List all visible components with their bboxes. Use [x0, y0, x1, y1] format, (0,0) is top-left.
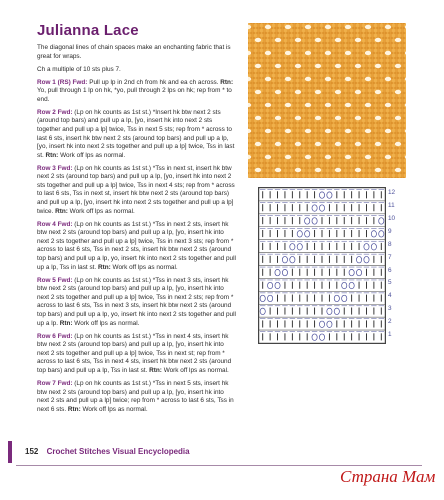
- row-forward-text: (Lp on hk counts as 1st st.) *Tss in next st, insert hk btw next 2 sts (around top bars) and pull up a lp, [yo, insert hk into next 2 sts together and pull up a lp] twice, Tss in next 4 sts; rep from * across to last 6 sts, Tss in next st, insert hk btw next 2 sts (around top bars) and pull up a lp, [yo, insert hk into next 2 sts together and pull up a lp] twice.: [37, 164, 235, 215]
- row-instruction: [37, 277, 237, 329]
- row-instruction: [37, 333, 237, 376]
- chart-row-number: 1: [388, 331, 392, 339]
- row-instruction: [37, 165, 237, 217]
- row-return-text: Work off lps as normal.: [67, 207, 135, 215]
- footer-accent-bar: [8, 441, 12, 463]
- row-label: Row 6 Fwd:: [37, 332, 73, 340]
- row-return-text: Work off lps as normal.: [80, 405, 148, 413]
- row-instructions: [37, 79, 237, 415]
- row-instruction: [37, 79, 237, 105]
- page-number: 152: [25, 447, 39, 456]
- row-forward-text: (Lp on hk counts as 1st st.) *Tss in next 4 sts, insert hk btw next 2 sts (around top bars) and pull up a lp, [yo, insert hk into next 2 sts together and pull up a lp] twice, Tss in next st; rep from * across to last 6 sts, Tss in next 4 sts, insert hk btw next 2 sts (around top bars) and pull up a lp, Tss in last st.: [37, 332, 232, 374]
- row-return-text: Work off lps as normal.: [72, 319, 140, 327]
- row-return-label: Rtn:: [59, 319, 73, 327]
- row-instruction: [37, 109, 237, 161]
- chart-row-number: 12: [388, 189, 396, 196]
- chart-row-number: 10: [388, 214, 396, 222]
- row-forward-text: (Lp on hk counts as 1st st.) *Tss in next 2 sts, insert hk btw next 2 sts (around top bars) and pull up a lp, [yo, insert hk into next 2 sts together and pull up a lp] twice, Tss in next 3 sts; rep from * across to last 6 sts, Tss in next 2 sts, insert hk btw next 2 sts (around top bars) and pull up a lp, yo, insert hk into next 2 sts together and pull up a lp, Tss in last st.: [37, 220, 236, 271]
- row-return-label: Rtn:: [55, 207, 68, 215]
- swatch-photo: [248, 23, 406, 178]
- row-instruction: [37, 380, 237, 414]
- row-label: Row 1 (RS) Fwd:: [37, 78, 88, 86]
- row-return-label: Rtn:: [97, 263, 111, 271]
- row-forward-text: (Lp on hk counts as 1st st.) *Insert hk btw next 2 sts (around top bars) and pull up a lp, [yo, insert hk into next 2 sts together and pull up a lp] twice, Tss in next 5 sts; rep from * across to last 6 sts, insert hk btw next 2 sts (around top bars) and pull up a lp, [yo, insert hk into next 2 sts together and pull up a lp] twice, Tss in last st.: [37, 108, 235, 159]
- row-forward-text: Pull up lp in 2nd ch from hk and ea ch across.: [87, 78, 219, 86]
- row-label: Row 3 Fwd:: [37, 164, 73, 172]
- row-return-label: Rtn:: [220, 78, 234, 86]
- multiple-text: Ch a multiple of 10 sts plus 7.: [37, 65, 121, 73]
- row-label: Row 5 Fwd:: [37, 276, 73, 284]
- row-return-text: Yo, pull through 1 lp on hk, *yo, pull through 2 lps on hk; rep from * to end.: [37, 87, 232, 103]
- row-instruction: [37, 221, 237, 273]
- chart-row-number: 2: [388, 318, 392, 326]
- row-return-text: Work off lps as normal.: [161, 366, 229, 374]
- row-label: Row 7 Fwd:: [37, 379, 73, 387]
- row-return-label: Rtn:: [67, 405, 81, 413]
- chart-row-number: 6: [388, 266, 392, 274]
- watermark-logo: [338, 460, 442, 490]
- instructions: [37, 44, 237, 419]
- watermark-text: Страна Мам: [340, 467, 436, 486]
- row-return-label: Rtn:: [149, 366, 162, 374]
- row-return-label: Rtn:: [45, 151, 59, 159]
- footer: [25, 447, 190, 456]
- chart-row-number: 7: [388, 253, 392, 261]
- row-label: Row 2 Fwd:: [37, 108, 73, 116]
- row-return-text: Work off lps as normal.: [110, 263, 178, 271]
- row-forward-text: (Lp on hk counts as 1st st.) *Tss in next 3 sts, insert hk btw next 2 sts (around top bars) and pull up a lp, [yo, insert hk into next 2 sts together and pull up a lp] twice, Tss in next 2 sts; rep from * across to last 6 sts, Tss in next 3 sts, insert hk btw next 2 sts (around top bars) and pull up a lp, yo, insert hk into next 2 sts together and pull up a lp.: [37, 276, 236, 327]
- row-label: Row 4 Fwd:: [37, 220, 73, 228]
- chart-row-number: 5: [388, 279, 392, 287]
- chart-row-number: 11: [388, 201, 395, 209]
- stitch-chart: [258, 187, 386, 344]
- chart-row-number: 4: [388, 292, 392, 300]
- page-title: Julianna Lace: [37, 22, 139, 39]
- chart-row-number: 9: [388, 227, 392, 235]
- intro-text: The diagonal lines of chain spaces make an enchanting fabric that is great for wraps.: [37, 44, 231, 60]
- row-forward-text: (Lp on hk counts as 1st st.) *Tss in next 5 sts, insert hk btw next 2 sts (around top bars) and pull up a lp, [yo, insert hk into next 2 sts and pull up a lp] twice; rep from * across to last 6 sts, Tss in next 6 sts.: [37, 379, 234, 413]
- chart-row-number: 8: [388, 240, 392, 248]
- chart-row-number: 3: [388, 305, 392, 313]
- row-return-text: Work off lps as normal.: [58, 151, 126, 159]
- book-title: Crochet Stitches Visual Encyclopedia: [46, 447, 190, 456]
